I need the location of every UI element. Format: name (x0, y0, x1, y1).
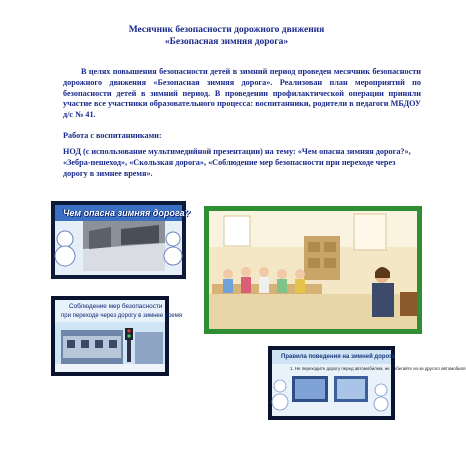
slide-3-caption-text: 1. Не переходите дорогу перед автомобилем, не выбегайте из-за другого автомобиля (290, 366, 466, 371)
slide-image-winter-road (51, 201, 191, 279)
slide-2-caption-line-1: Соблюдение мер безопасности (69, 303, 163, 310)
title-line-1: Месячник безопасности дорожного движения (128, 25, 325, 35)
slide-image-safety-measures (51, 296, 183, 376)
intro-paragraph: В целях повышения безопасности детей в зимний период проведен месячник безопасности дорожного движения «Безопасная зимняя дорога». Реализован план мероприятий по безопасности детей в зимний период. В проведении профилактической операции приняли участие все участники образовательного процесса: воспитанники, родители в педагоги МБДОУ д/с № 41. (63, 67, 421, 120)
slide-1-caption: Чем опасна зимняя дорога? (63, 208, 191, 218)
title-line-2: «Безопасная зимняя дорога» (164, 37, 289, 47)
classroom-photo-graphic (204, 206, 422, 334)
slide-image-winter-rules (268, 346, 466, 420)
nod-paragraph: НОД (с использование мультимедийной презентации) на тему: «Чем опасна зимняя дорога?», «Зебра-пешеход», «Скользкая дорога», «Соблюдение мер безопасности при переходе через дорогу в зимнее время». (63, 147, 411, 178)
slide-3-caption-title: Правила поведения на зимней дороге (281, 354, 396, 360)
work-heading: Работа с воспитанниками: (63, 131, 162, 140)
classroom-photo (204, 206, 422, 334)
page-title (0, 24, 453, 48)
slide-2-caption-line-2: при переходе через дорогу в зимнее время (61, 313, 183, 319)
